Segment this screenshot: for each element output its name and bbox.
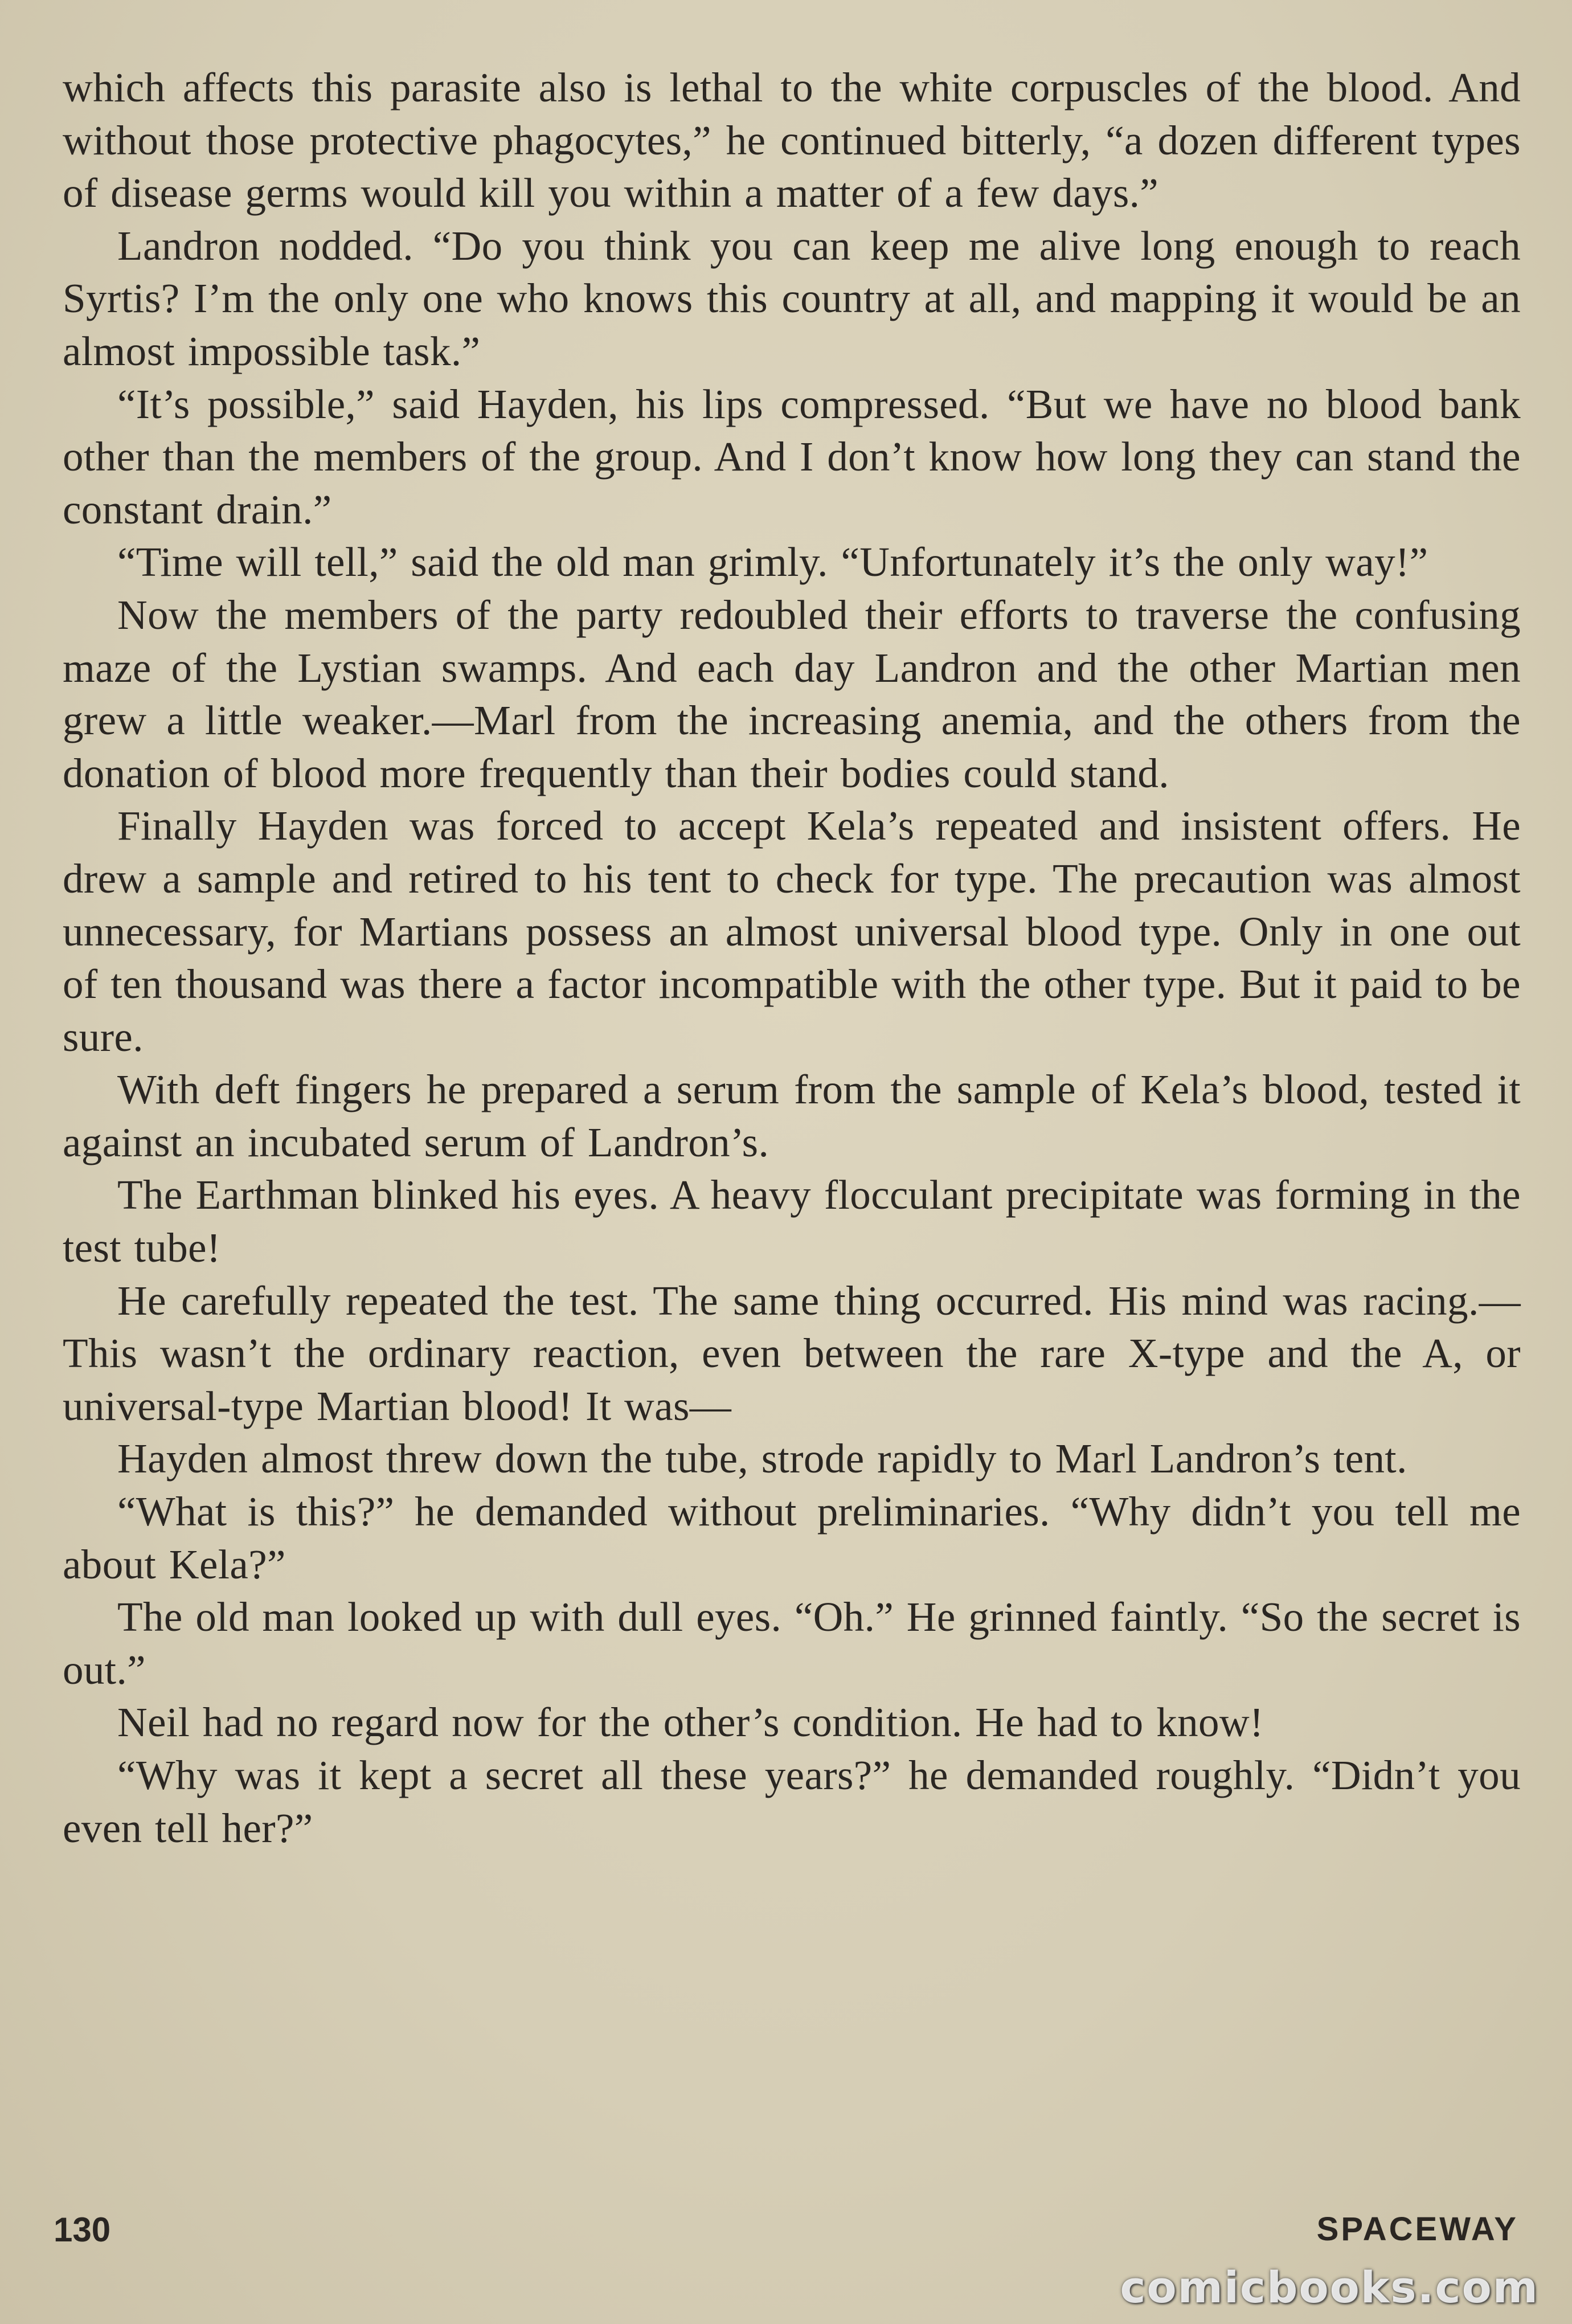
paragraph-6: Finally Hayden was forced to accept Kela’s repeated and insistent offers. He drew a sample and retired to his tent to check for type. The precaution was almost unnecessary, for Martians possess an almost universal blood type. Only in one out of ten thousand was there a factor incompatible with the other type. But it paid to be sure. (63, 803, 1521, 1060)
paragraph-8: The Earthman blinked his eyes. A heavy flocculant precipitate was forming in the test tube! (63, 1172, 1521, 1271)
paragraph-14: “Why was it kept a secret all these years?” he demanded roughly. “Didn’t you even tell her?” (63, 1752, 1521, 1851)
running-title: SPACEWAY (1316, 2211, 1518, 2248)
page-number: 130 (54, 2211, 111, 2249)
paragraph-11: “What is this?” he demanded without preliminaries. “Why didn’t you tell me about Kela?” (63, 1488, 1521, 1587)
paragraph-13: Neil had no regard now for the other’s condition. He had to know! (117, 1699, 1264, 1746)
paragraph-7: With deft fingers he prepared a serum from the sample of Kela’s blood, tested it against an incubated serum of Landron’s. (63, 1066, 1521, 1165)
paragraph-12: The old man looked up with dull eyes. “Oh.” He grinned faintly. “So the secret is out.” (63, 1594, 1521, 1693)
watermark: comicbooks.com (1120, 2262, 1539, 2313)
paragraph-4: “Time will tell,” said the old man grimly. “Unfortunately it’s the only way!” (117, 539, 1428, 586)
paragraph-2: Landron nodded. “Do you think you can keep me alive long enough to reach Syrtis? I’m the only one who knows this country at all, and mapping it would be an almost impossible task.” (63, 222, 1521, 374)
paragraph-3: “It’s possible,” said Hayden, his lips compressed. “But we have no blood bank other than the members of the group. And I don’t know how long they can stand the constant drain.” (63, 380, 1521, 533)
paragraph-1: which affects this parasite also is lethal to the white corpuscles of the blood. And without those protective phagocytes,” he continued bitterly, “a dozen different types of disease germs would kill you within a matter of a few days.” (63, 64, 1521, 216)
page-footer (54, 2210, 1518, 2256)
paragraph-5: Now the members of the party redoubled their efforts to traverse the confusing maze of the Lystian swamps. And each day Landron and the other Martian men grew a little weaker.—Marl from the increasing anemia, and the others from the donation of blood more frequently than their bodies could stand. (63, 591, 1521, 796)
body-text (63, 62, 1521, 2192)
paragraph-9: He carefully repeated the test. The same thing occurred. His mind was racing.—This wasn’t the ordinary reaction, even between the rare X-type and the A, or universal-type Martian blood! It was— (63, 1277, 1521, 1429)
paragraph-10: Hayden almost threw down the tube, strode rapidly to Marl Landron’s tent. (117, 1435, 1407, 1482)
